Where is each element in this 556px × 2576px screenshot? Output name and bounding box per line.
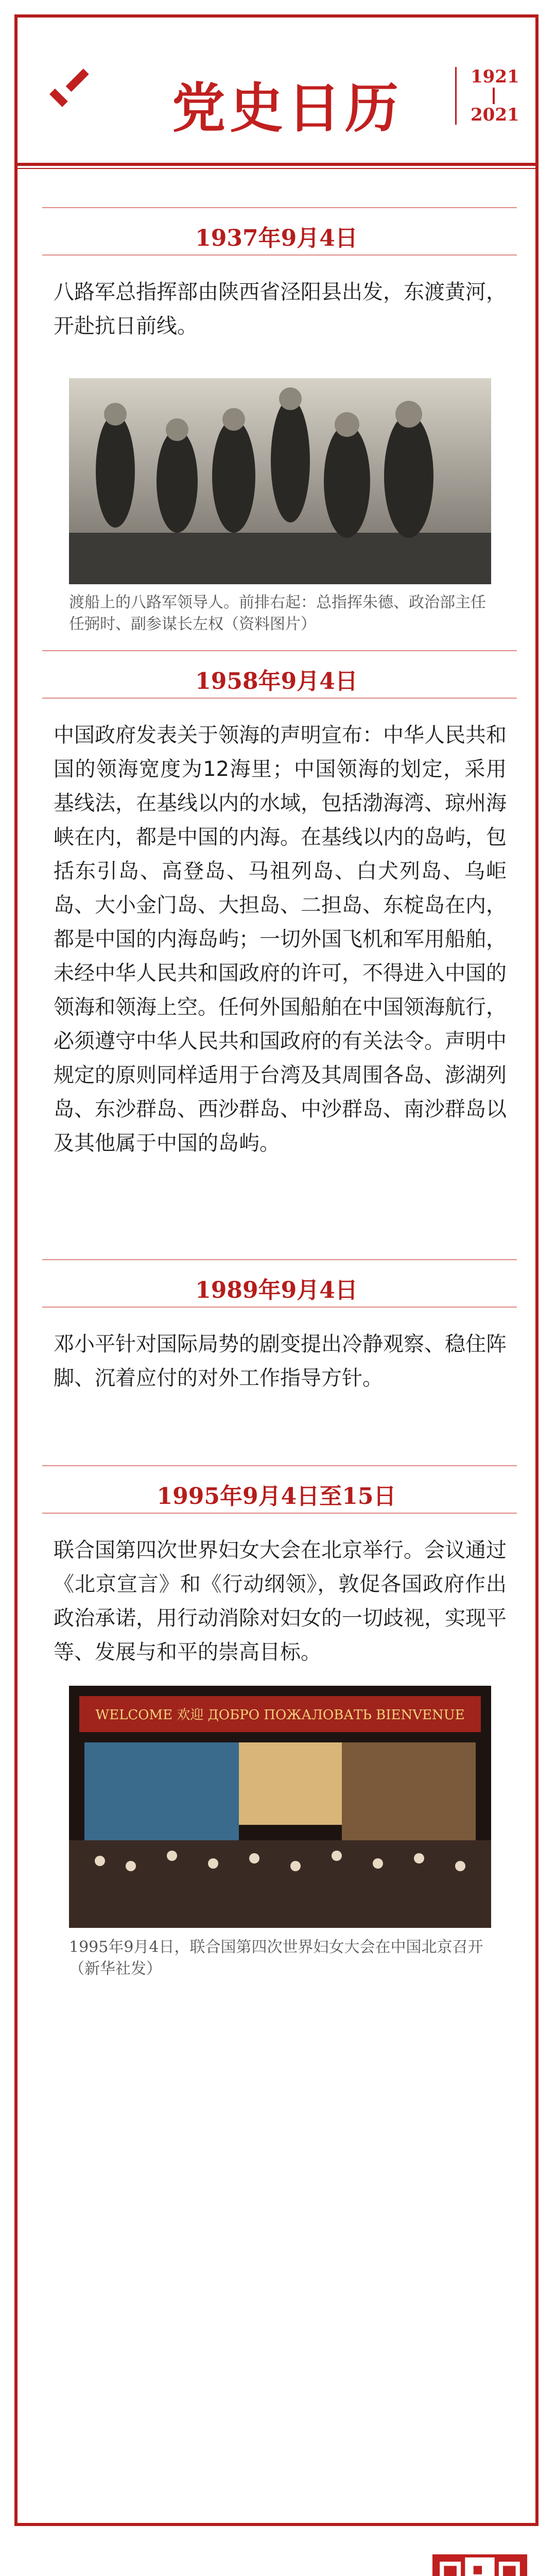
party-emblem-icon <box>42 54 99 110</box>
header-rule <box>18 163 535 166</box>
year-start: 1921 <box>471 66 519 87</box>
title-divider <box>455 67 457 125</box>
date-rule <box>42 698 517 699</box>
section-text: 八路军总指挥部由陕西省泾阳县出发，东渡黄河，开赴抗日前线。 <box>54 280 507 338</box>
year-end: 2021 <box>471 105 519 125</box>
qr-code-icon <box>436 2557 524 2576</box>
year-bar <box>493 88 495 104</box>
section-text: 联合国第四次世界妇女大会在北京举行。会议通过《北京宣言》和《行动纲领》，敦促各国政府作出政治承诺，用行动消除对妇女的一切歧视，实现平等、发展与和平的崇高目标。 <box>54 1538 507 1664</box>
conference-photo <box>69 1686 491 1928</box>
qr-code[interactable] <box>432 2554 527 2576</box>
section-text: 中国政府发表关于领海的声明宣布：中华人民共和国的领海宽度为12海里；中国领海的划定，采用基线法，在基线以内的水域，包括渤海湾、琼州海峡在内，都是中国的内海。在基线以内的岛屿，包括东引岛、高登岛、马祖列岛、白犬列岛、乌岠岛、大小金门岛、大担岛、二担岛、东椗岛在内，都是中国的内海岛屿；一切外国飞机和军用船舶，未经中华人民共和国政府的许可，不得进入中国的领海和领海上空。任何外国船舶在中国领海航行，必须遵守中华人民共和国政府的有关法令。声明中规定的原则同样适用于台湾及其周围各岛、澎湖列岛、东沙群岛、西沙群岛、中沙群岛、南沙群岛以及其他属于中国的岛屿。 <box>54 723 507 1155</box>
date-rule <box>42 1513 517 1514</box>
date-rule <box>42 1259 517 1260</box>
section-date: 1958年9月4日 <box>195 668 358 694</box>
section-text: 邓小平针对国际局势的剧变提出冷静观察、稳住阵脚、沉着应付的对外工作指导方针。 <box>54 1332 507 1390</box>
content-frame <box>14 14 538 2526</box>
date-rule <box>42 1465 517 1466</box>
conference-banner-text: WELCOME 欢迎 ДОБРО ПОЖАЛОВАТЬ BIENVENUE <box>95 1707 465 1723</box>
section-date: 1937年9月4日 <box>195 225 358 251</box>
date-rule <box>42 1307 517 1308</box>
date-rule <box>42 255 517 256</box>
section-date: 1995年9月4日至15日 <box>157 1483 396 1510</box>
historical-photo <box>69 378 491 584</box>
header <box>18 18 535 172</box>
header-rule-thin <box>18 168 535 169</box>
footer <box>0 2526 556 2576</box>
date-rule <box>42 207 517 208</box>
page-title: 党史日历 <box>172 77 403 140</box>
section-date: 1989年9月4日 <box>195 1277 358 1303</box>
photo-caption: 1995年9月4日，联合国第四次世界妇女大会在中国北京召开（新华社发） <box>69 1938 483 1978</box>
date-rule <box>42 650 517 651</box>
year-range <box>471 67 517 125</box>
photo-caption: 渡船上的八路军领导人。前排右起：总指挥朱德、政治部主任任弼时、副参谋长左权（资料图片） <box>69 594 486 633</box>
